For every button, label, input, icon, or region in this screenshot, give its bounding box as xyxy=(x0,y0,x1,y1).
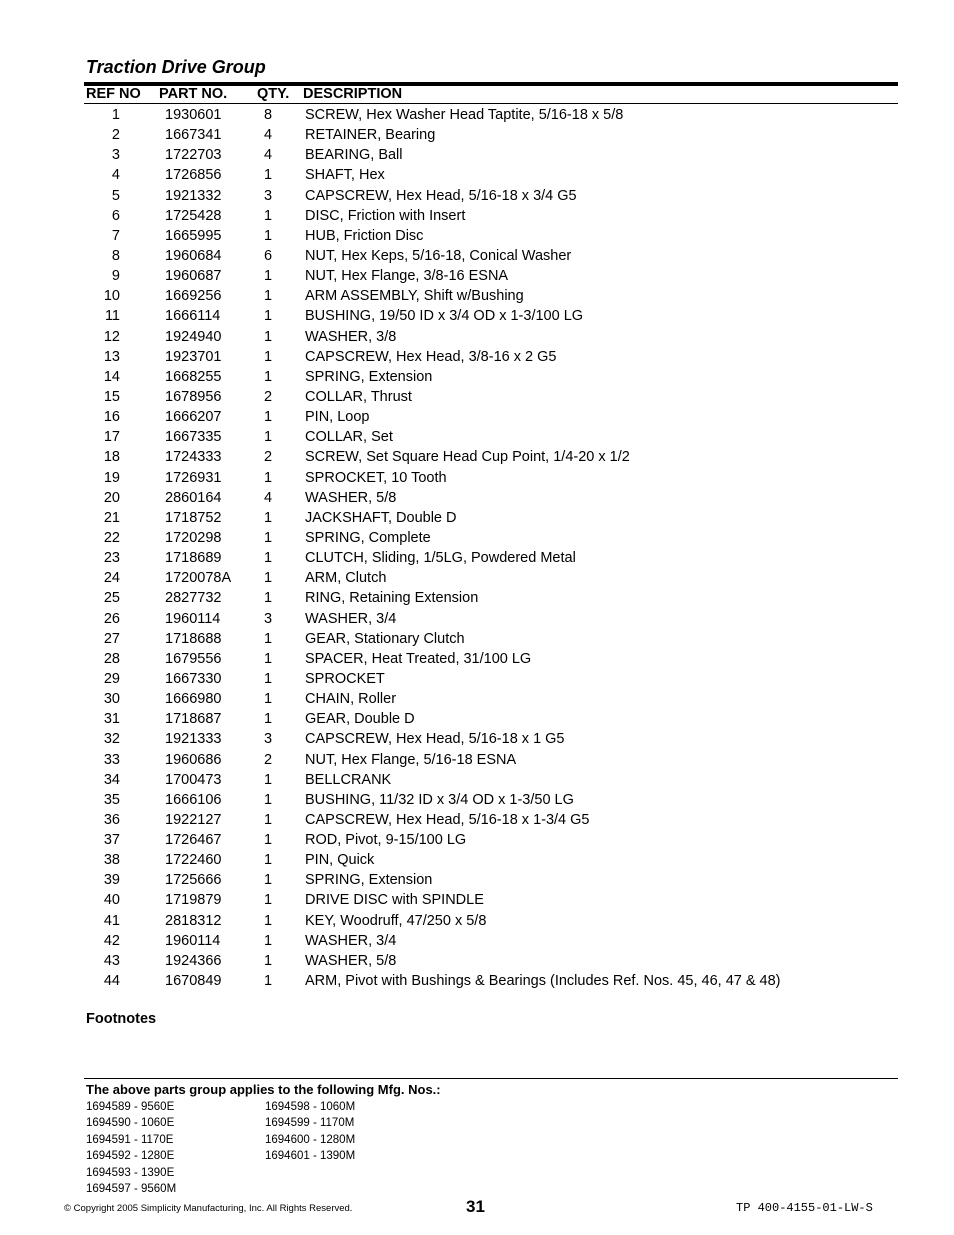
table-row xyxy=(84,589,898,609)
qty-cell: 4 xyxy=(263,147,273,164)
ref-no-cell: 17 xyxy=(103,429,120,446)
qty-cell: 1 xyxy=(263,227,273,244)
qty-cell: 1 xyxy=(263,570,273,587)
part-no-cell: 1960114 xyxy=(165,932,221,949)
ref-no-cell: 19 xyxy=(103,469,120,486)
description-cell: SPRING, Extension xyxy=(305,368,433,385)
part-no-cell: 2860164 xyxy=(165,489,222,506)
description-cell: RETAINER, Bearing xyxy=(305,127,436,144)
ref-no-cell: 9 xyxy=(111,268,120,285)
table-row xyxy=(84,912,898,932)
ref-no-cell: 16 xyxy=(103,409,120,426)
description-cell: CHAIN, Roller xyxy=(305,691,397,708)
table-header xyxy=(84,86,898,104)
part-no-cell: 1719879 xyxy=(165,892,222,909)
qty-cell: 3 xyxy=(263,187,273,204)
part-no-cell: 1668255 xyxy=(165,368,222,385)
mfg-number: 1694592 - 1280E xyxy=(86,1150,175,1163)
part-no-cell: 1720298 xyxy=(165,529,222,546)
ref-no-cell: 22 xyxy=(103,529,120,546)
description-cell: BEARING, Ball xyxy=(305,147,403,164)
part-no-cell: 1720078A xyxy=(165,570,232,587)
qty-cell: 1 xyxy=(263,328,273,345)
qty-cell: 2 xyxy=(263,449,273,466)
table-row xyxy=(84,851,898,871)
description-cell: CAPSCREW, Hex Head, 5/16-18 x 1-3/4 G5 xyxy=(305,811,590,828)
description-cell: SPROCKET xyxy=(305,670,385,687)
table-row xyxy=(84,751,898,771)
description-cell: KEY, Woodruff, 47/250 x 5/8 xyxy=(305,912,487,929)
part-no-cell: 1718688 xyxy=(165,630,222,647)
part-no-cell: 1718687 xyxy=(165,711,222,728)
description-cell: NUT, Hex Keps, 5/16-18, Conical Washer xyxy=(305,247,572,264)
part-no-cell: 1669256 xyxy=(165,288,222,305)
mfg-number: 1694597 - 9560M xyxy=(86,1183,177,1196)
description-cell: RING, Retaining Extension xyxy=(305,590,479,607)
part-no-cell: 1726931 xyxy=(165,469,222,486)
table-row xyxy=(84,207,898,227)
ref-no-cell: 15 xyxy=(103,388,120,405)
ref-no-cell: 32 xyxy=(103,731,120,748)
ref-no-cell: 12 xyxy=(103,328,120,345)
qty-cell: 1 xyxy=(263,268,273,285)
table-row xyxy=(84,106,898,126)
ref-no-cell: 23 xyxy=(103,550,120,567)
document-id: TP 400-4155-01-LW-S xyxy=(736,1201,873,1215)
part-no-cell: 1725428 xyxy=(165,207,222,224)
description-cell: WASHER, 5/8 xyxy=(305,489,397,506)
ref-no-cell: 44 xyxy=(103,973,120,990)
ref-no-cell: 43 xyxy=(103,952,120,969)
qty-cell: 1 xyxy=(263,630,273,647)
description-cell: NUT, Hex Flange, 5/16-18 ESNA xyxy=(305,751,517,768)
description-cell: GEAR, Stationary Clutch xyxy=(305,630,465,647)
table-row xyxy=(84,952,898,972)
part-no-cell: 1666980 xyxy=(165,691,222,708)
ref-no-cell: 6 xyxy=(111,207,120,224)
ref-no-cell: 7 xyxy=(111,227,120,244)
qty-cell: 1 xyxy=(263,711,273,728)
ref-no-cell: 24 xyxy=(103,570,120,587)
ref-no-cell: 3 xyxy=(111,147,120,164)
description-cell: GEAR, Double D xyxy=(305,711,415,728)
table-row xyxy=(84,287,898,307)
qty-cell: 1 xyxy=(263,529,273,546)
table-row xyxy=(84,549,898,569)
description-cell: COLLAR, Thrust xyxy=(305,388,412,405)
table-row xyxy=(84,972,898,992)
qty-cell: 1 xyxy=(263,932,273,949)
applies-title: The above parts group applies to the following Mfg. Nos.: xyxy=(86,1082,441,1097)
part-no-cell: 1670849 xyxy=(165,973,222,990)
part-no-header: PART NO. xyxy=(159,86,228,102)
part-no-cell: 1724333 xyxy=(165,449,222,466)
ref-no-cell: 36 xyxy=(103,811,120,828)
qty-cell: 4 xyxy=(263,127,273,144)
ref-no-cell: 35 xyxy=(103,791,120,808)
description-cell: HUB, Friction Disc xyxy=(305,227,424,244)
qty-cell: 1 xyxy=(263,952,273,969)
description-cell: ARM, Clutch xyxy=(305,570,387,587)
mfg-numbers-column-1 xyxy=(86,1099,176,1197)
mfg-number: 1694591 - 1170E xyxy=(86,1133,174,1146)
ref-no-cell: 34 xyxy=(103,771,120,788)
ref-no-cell: 11 xyxy=(104,308,120,325)
parts-table xyxy=(84,106,898,992)
part-no-cell: 1666106 xyxy=(165,791,222,808)
part-no-cell: 1718752 xyxy=(165,509,222,526)
mfg-number: 1694589 - 9560E xyxy=(86,1101,175,1113)
table-row xyxy=(84,610,898,630)
table-row xyxy=(84,932,898,952)
description-cell: DISC, Friction with Insert xyxy=(305,207,466,224)
ref-no-cell: 18 xyxy=(103,449,120,466)
qty-cell: 1 xyxy=(263,973,273,990)
ref-no-cell: 2 xyxy=(111,127,120,144)
table-row xyxy=(84,146,898,166)
table-row xyxy=(84,448,898,468)
table-row xyxy=(84,791,898,811)
part-no-cell: 1922127 xyxy=(165,811,222,828)
description-cell: BUSHING, 19/50 ID x 3/4 OD x 1-3/100 LG xyxy=(305,308,584,325)
table-row xyxy=(84,408,898,428)
table-row xyxy=(84,650,898,670)
table-row xyxy=(84,166,898,186)
table-row xyxy=(84,569,898,589)
section-title: Traction Drive Group xyxy=(86,57,266,77)
part-no-cell: 1666114 xyxy=(165,308,221,325)
mfg-number: 1694601 - 1390M xyxy=(265,1150,356,1163)
description-cell: ARM, Pivot with Bushings & Bearings (Includes Ref. Nos. 45, 46, 47 & 48) xyxy=(305,973,781,990)
mfg-number: 1694590 - 1060E xyxy=(86,1117,175,1130)
description-cell: ARM ASSEMBLY, Shift w/Bushing xyxy=(305,288,524,305)
description-cell: WASHER, 3/4 xyxy=(305,932,397,949)
table-row xyxy=(84,811,898,831)
table-row xyxy=(84,348,898,368)
description-cell: SPRING, Complete xyxy=(305,529,431,546)
qty-cell: 1 xyxy=(263,509,273,526)
table-row xyxy=(84,529,898,549)
table-row xyxy=(84,730,898,750)
copyright-notice: © Copyright 2005 Simplicity Manufacturing, Inc. All Rights Reserved. xyxy=(64,1203,353,1214)
part-no-cell: 1725666 xyxy=(165,872,222,889)
description-cell: SCREW, Hex Washer Head Taptite, 5/16-18 x 5/8 xyxy=(305,107,624,123)
table-row xyxy=(84,489,898,509)
qty-cell: 1 xyxy=(263,348,273,365)
qty-cell: 1 xyxy=(263,832,273,849)
qty-cell: 1 xyxy=(263,409,273,426)
qty-cell: 1 xyxy=(263,207,273,224)
mfg-numbers-column-2 xyxy=(265,1099,355,1165)
qty-cell: 1 xyxy=(263,771,273,788)
description-cell: CAPSCREW, Hex Head, 3/8-16 x 2 G5 xyxy=(305,348,557,365)
table-row xyxy=(84,307,898,327)
ref-no-cell: 13 xyxy=(103,348,120,365)
ref-no-cell: 39 xyxy=(103,872,120,889)
table-row xyxy=(84,690,898,710)
part-no-cell: 2827732 xyxy=(165,590,222,607)
description-cell: BUSHING, 11/32 ID x 3/4 OD x 1-3/50 LG xyxy=(305,791,574,808)
part-no-cell: 1667330 xyxy=(165,670,222,687)
qty-cell: 1 xyxy=(263,288,273,305)
ref-no-header: REF NO xyxy=(86,86,141,102)
qty-cell: 1 xyxy=(263,691,273,708)
ref-no-cell: 38 xyxy=(103,852,120,869)
part-no-cell: 1923701 xyxy=(165,348,222,365)
table-row xyxy=(84,388,898,408)
qty-cell: 3 xyxy=(263,731,273,748)
table-row xyxy=(84,771,898,791)
qty-cell: 4 xyxy=(263,489,273,506)
ref-no-cell: 26 xyxy=(103,610,120,627)
qty-cell: 1 xyxy=(263,469,273,486)
mfg-number: 1694599 - 1170M xyxy=(265,1117,355,1130)
part-no-cell: 2818312 xyxy=(165,912,222,929)
part-no-cell: 1960114 xyxy=(165,610,221,627)
qty-cell: 3 xyxy=(263,610,273,627)
qty-cell: 1 xyxy=(263,550,273,567)
qty-cell: 1 xyxy=(263,368,273,385)
table-row xyxy=(84,630,898,650)
description-cell: SHAFT, Hex xyxy=(305,167,385,184)
qty-cell: 2 xyxy=(263,388,273,405)
part-no-cell: 1921332 xyxy=(165,187,222,204)
table-row xyxy=(84,267,898,287)
description-cell: JACKSHAFT, Double D xyxy=(305,509,457,526)
part-no-cell: 1667341 xyxy=(165,127,222,144)
ref-no-cell: 31 xyxy=(103,711,120,728)
description-cell: WASHER, 3/4 xyxy=(305,610,397,627)
qty-cell: 1 xyxy=(263,852,273,869)
part-no-cell: 1667335 xyxy=(165,429,222,446)
qty-cell: 1 xyxy=(263,308,273,325)
description-cell: SPRING, Extension xyxy=(305,872,433,889)
description-cell: DRIVE DISC with SPINDLE xyxy=(305,892,484,909)
footnotes-heading: Footnotes xyxy=(86,1011,157,1027)
qty-cell: 1 xyxy=(263,670,273,687)
ref-no-cell: 14 xyxy=(103,368,120,385)
description-header: DESCRIPTION xyxy=(303,86,403,102)
qty-header: QTY. xyxy=(257,86,290,102)
part-no-cell: 1718689 xyxy=(165,550,222,567)
qty-cell: 1 xyxy=(263,167,273,184)
qty-cell: 1 xyxy=(263,872,273,889)
ref-no-cell: 5 xyxy=(111,187,120,204)
part-no-cell: 1700473 xyxy=(165,771,222,788)
part-no-cell: 1960687 xyxy=(165,268,222,285)
description-cell: NUT, Hex Flange, 3/8-16 ESNA xyxy=(305,268,509,285)
mfg-number: 1694598 - 1060M xyxy=(265,1101,356,1113)
table-row xyxy=(84,428,898,448)
qty-cell: 1 xyxy=(263,650,273,667)
ref-no-cell: 29 xyxy=(103,670,120,687)
qty-cell: 8 xyxy=(263,107,273,123)
ref-no-cell: 20 xyxy=(103,489,120,506)
description-cell: PIN, Loop xyxy=(305,409,370,426)
part-no-cell: 1678956 xyxy=(165,388,222,405)
description-cell: WASHER, 5/8 xyxy=(305,952,397,969)
table-row xyxy=(84,891,898,911)
part-no-cell: 1722460 xyxy=(165,852,222,869)
applies-rule xyxy=(84,1078,898,1079)
ref-no-cell: 10 xyxy=(103,288,120,305)
qty-cell: 6 xyxy=(263,247,273,264)
part-no-cell: 1722703 xyxy=(165,147,222,164)
ref-no-cell: 21 xyxy=(103,509,120,526)
table-row xyxy=(84,187,898,207)
mfg-number: 1694600 - 1280M xyxy=(265,1133,356,1146)
table-row xyxy=(84,247,898,267)
part-no-cell: 1666207 xyxy=(165,409,222,426)
table-row xyxy=(84,227,898,247)
table-row xyxy=(84,328,898,348)
qty-cell: 1 xyxy=(263,912,273,929)
description-cell: COLLAR, Set xyxy=(305,429,393,446)
description-cell: SPACER, Heat Treated, 31/100 LG xyxy=(305,650,532,667)
description-cell: BELLCRANK xyxy=(305,771,392,788)
ref-no-cell: 41 xyxy=(103,912,120,929)
part-no-cell: 1924366 xyxy=(165,952,222,969)
qty-cell: 1 xyxy=(263,590,273,607)
ref-no-cell: 40 xyxy=(103,892,120,909)
ref-no-cell: 42 xyxy=(103,932,120,949)
description-cell: SCREW, Set Square Head Cup Point, 1/4-20 x 1/2 xyxy=(305,449,630,466)
ref-no-cell: 27 xyxy=(103,630,120,647)
ref-no-cell: 1 xyxy=(111,107,120,123)
description-cell: ROD, Pivot, 9-15/100 LG xyxy=(305,832,467,849)
part-no-cell: 1679556 xyxy=(165,650,222,667)
qty-cell: 1 xyxy=(263,791,273,808)
part-no-cell: 1726467 xyxy=(165,832,222,849)
qty-cell: 2 xyxy=(263,751,273,768)
table-row xyxy=(84,509,898,529)
ref-no-cell: 30 xyxy=(103,691,120,708)
table-row xyxy=(84,670,898,690)
description-cell: PIN, Quick xyxy=(305,852,375,869)
ref-no-cell: 28 xyxy=(103,650,120,667)
table-row xyxy=(84,710,898,730)
ref-no-cell: 33 xyxy=(103,751,120,768)
part-no-cell: 1726856 xyxy=(165,167,222,184)
description-cell: SPROCKET, 10 Tooth xyxy=(305,469,447,486)
qty-cell: 1 xyxy=(263,892,273,909)
table-row xyxy=(84,831,898,851)
ref-no-cell: 4 xyxy=(111,167,120,184)
table-row xyxy=(84,469,898,489)
description-cell: CAPSCREW, Hex Head, 5/16-18 x 3/4 G5 xyxy=(305,187,577,204)
part-no-cell: 1924940 xyxy=(165,328,222,345)
description-cell: CLUTCH, Sliding, 1/5LG, Powdered Metal xyxy=(305,550,576,567)
part-no-cell: 1960684 xyxy=(165,247,222,264)
description-cell: WASHER, 3/8 xyxy=(305,328,397,345)
table-row xyxy=(84,126,898,146)
mfg-number: 1694593 - 1390E xyxy=(86,1166,175,1179)
part-no-cell: 1960686 xyxy=(165,751,222,768)
table-row xyxy=(84,368,898,388)
ref-no-cell: 25 xyxy=(103,590,120,607)
description-cell: CAPSCREW, Hex Head, 5/16-18 x 1 G5 xyxy=(305,731,565,748)
ref-no-cell: 37 xyxy=(103,832,120,849)
table-row xyxy=(84,871,898,891)
qty-cell: 1 xyxy=(263,811,273,828)
ref-no-cell: 8 xyxy=(111,247,120,264)
part-no-cell: 1665995 xyxy=(165,227,222,244)
part-no-cell: 1930601 xyxy=(165,107,222,123)
page-number: 31 xyxy=(466,1197,485,1216)
qty-cell: 1 xyxy=(263,429,273,446)
part-no-cell: 1921333 xyxy=(165,731,222,748)
